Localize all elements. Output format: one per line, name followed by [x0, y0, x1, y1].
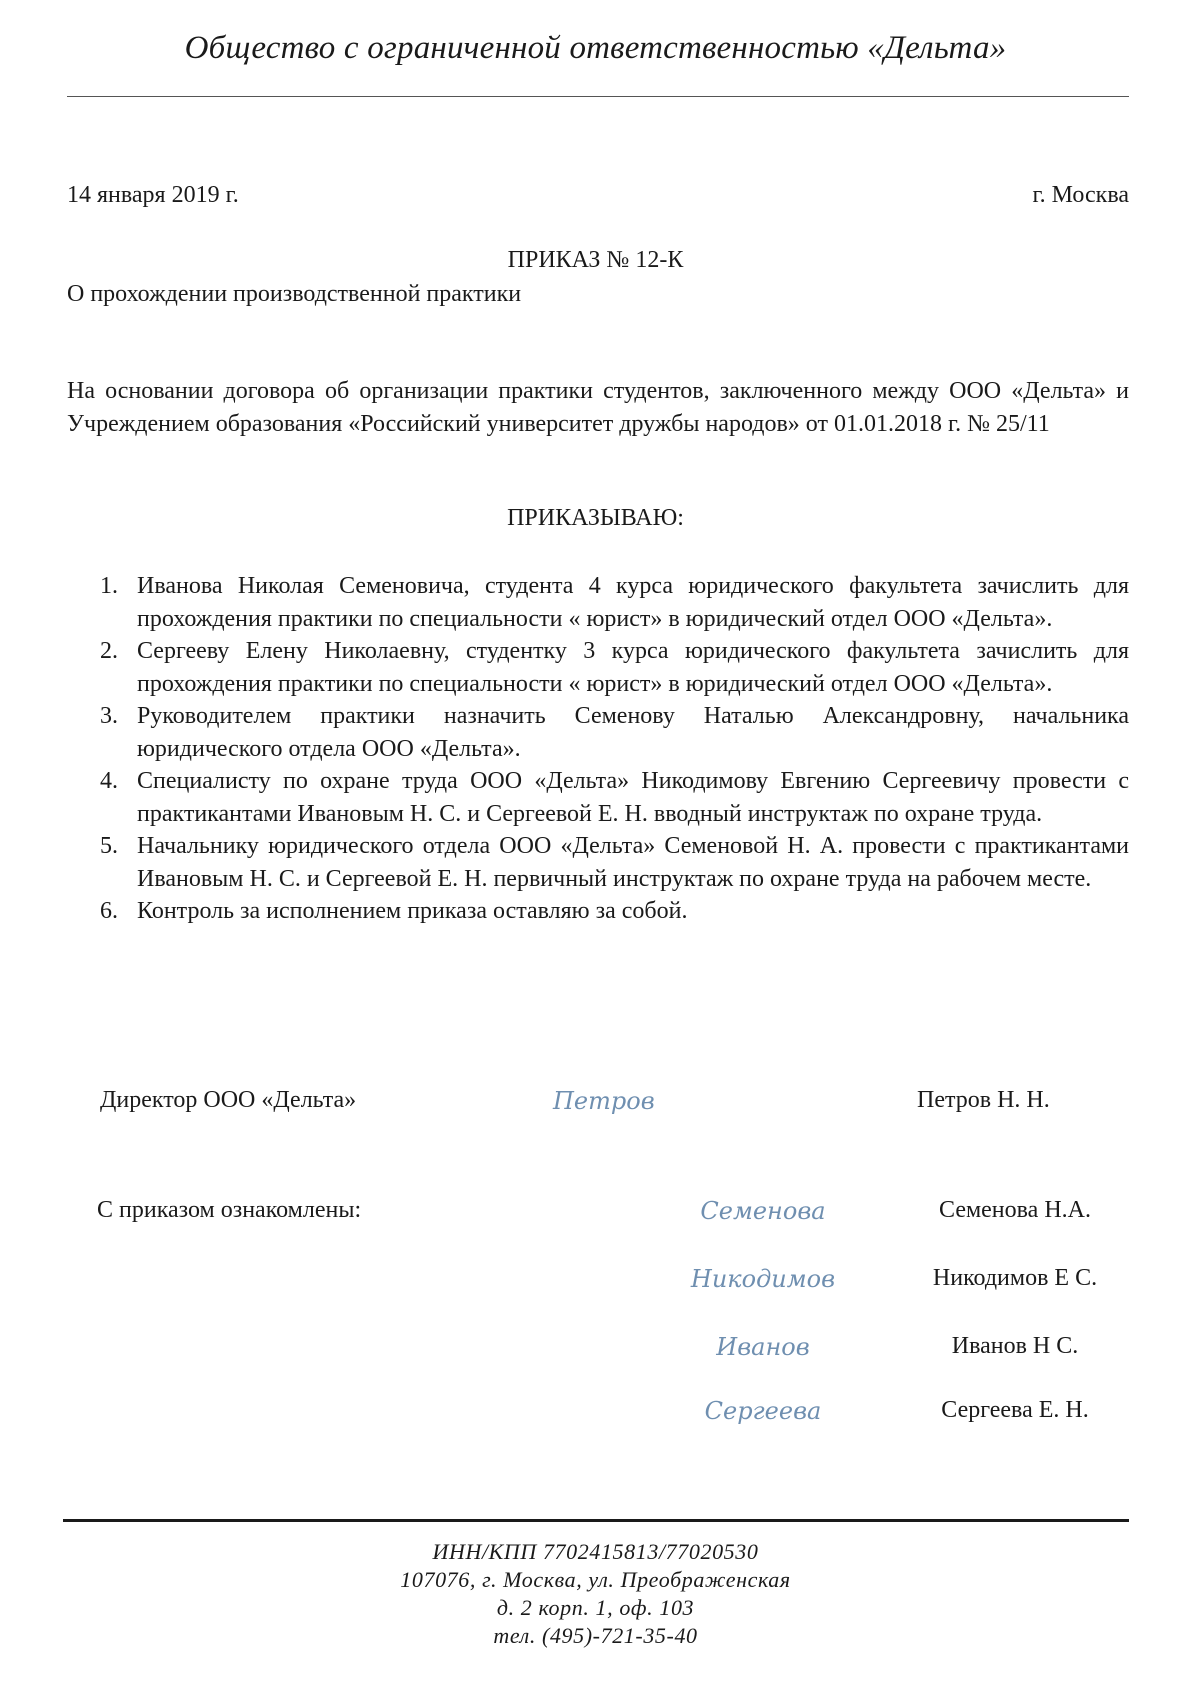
- order-item-text: Контроль за исполнением приказа оставляю за собой.: [137, 898, 688, 924]
- handwritten-signature: Семенова: [700, 1197, 826, 1225]
- printed-name: Никодимов Е С.: [932, 1265, 1098, 1291]
- acknowledgement-row: [0, 1333, 1191, 1367]
- order-basis-paragraph: На основании договора об организации практики студентов, заключенного между ООО «Дельта» и Учреждением образования «Российский университет дружбы народов» от 01.01.2018 г. № 25/11: [67, 378, 1129, 437]
- order-item-number: 2.: [100, 638, 118, 664]
- order-item: [100, 570, 1129, 635]
- footer-inn-kpp: ИНН/КПП 7702415813/77020530: [432, 1539, 759, 1564]
- director-handwritten-signature: Петров: [553, 1087, 655, 1115]
- order-item: [100, 765, 1129, 830]
- decree-heading: ПРИКАЗЫВАЮ:: [507, 505, 684, 531]
- printed-name: Семенова Н.А.: [939, 1197, 1091, 1223]
- footer-address-line-2: д. 2 корп. 1, оф. 103: [496, 1595, 695, 1620]
- printed-name: Иванов Н С.: [951, 1333, 1079, 1359]
- order-item-number: 5.: [100, 833, 118, 859]
- order-title: ПРИКАЗ № 12-К: [507, 247, 684, 273]
- order-item-number: 3.: [100, 703, 118, 729]
- order-item-text: Руководителем практики назначить Семенову Наталью Александровну, начальника юридического отдела ООО «Дельта».: [137, 703, 1129, 762]
- order-item-number: 1.: [100, 573, 118, 599]
- order-date: 14 января 2019 г.: [67, 182, 239, 208]
- order-item-text: Сергееву Елену Николаевну, студентку 3 курса юридического факультета зачислить для прохождения практики по специальности « юрист» в юридический отдел ООО «Дельта».: [137, 638, 1129, 697]
- company-footer: [0, 1538, 1191, 1650]
- order-item: [100, 830, 1129, 895]
- order-item-number: 4.: [100, 768, 118, 794]
- order-subject: О прохождении производственной практики: [67, 281, 522, 307]
- order-items-list: [100, 570, 1129, 928]
- director-title: Директор ООО «Дельта»: [100, 1087, 357, 1113]
- order-city: г. Москва: [1032, 182, 1129, 208]
- handwritten-signature: Никодимов: [690, 1265, 836, 1293]
- acknowledgement-row: [0, 1397, 1191, 1431]
- acknowledgement-label: С приказом ознакомлены:: [97, 1197, 362, 1223]
- order-item-number: 6.: [100, 898, 118, 924]
- header-divider: [67, 96, 1129, 97]
- printed-name: Сергеева Е. Н.: [941, 1397, 1089, 1423]
- director-printed-name: Петров Н. Н.: [917, 1087, 1050, 1113]
- handwritten-signature: Сергеева: [704, 1397, 822, 1425]
- order-item: [100, 635, 1129, 700]
- order-item: [100, 895, 1129, 928]
- order-item: [100, 700, 1129, 765]
- acknowledgement-row: [0, 1265, 1191, 1299]
- footer-address-line-1: 107076, г. Москва, ул. Преображенская: [400, 1567, 791, 1592]
- order-item-text: Начальнику юридического отдела ООО «Дельта» Семеновой Н. А. провести с практикантами Ивановым Н. С. и Сергеевой Е. Н. первичный инструктаж по охране труда на рабочем месте.: [137, 833, 1129, 892]
- organization-name: Общество с ограниченной ответственностью «Дельта»: [184, 30, 1007, 66]
- footer-phone: тел. (495)-721-35-40: [493, 1623, 698, 1648]
- order-item-text: Специалисту по охране труда ООО «Дельта» Никодимову Евгению Сергеевичу провести с практикантами Ивановым Н. С. и Сергеевой Е. Н. вводный инструктаж по охране труда.: [137, 768, 1129, 827]
- order-item-text: Иванова Николая Семеновича, студента 4 курса юридического факультета зачислить для прохождения практики по специальности « юрист» в юридический отдел ООО «Дельта».: [137, 573, 1129, 632]
- footer-divider: [63, 1519, 1129, 1522]
- handwritten-signature: Иванов: [716, 1333, 810, 1361]
- acknowledgement-row: [0, 1197, 1191, 1231]
